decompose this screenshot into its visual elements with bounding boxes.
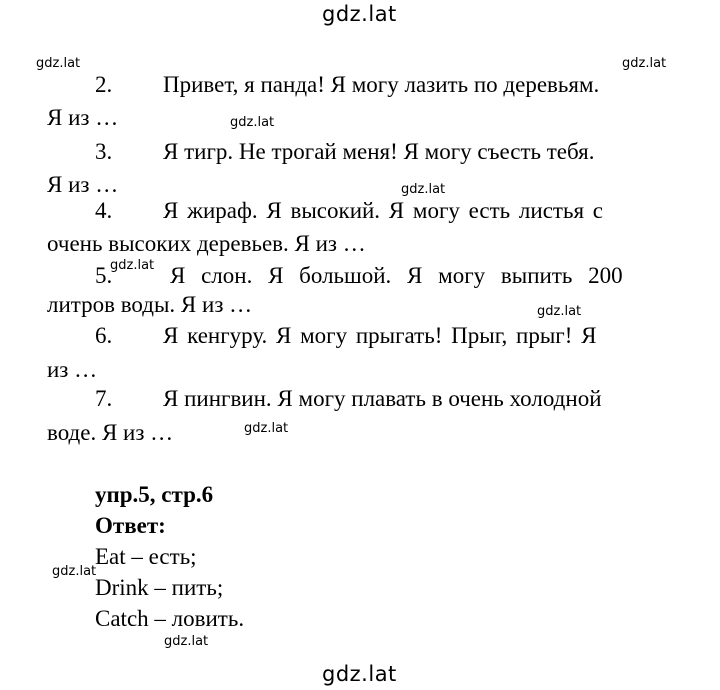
item-text: очень высоких деревьев. Я из … [47, 231, 366, 256]
exercise-heading: упр.5, стр.6 [95, 482, 214, 507]
watermark: gdz.lat [164, 634, 209, 649]
item-text: Я из … [47, 105, 119, 130]
item-text: Я пингвин. Я могу плавать в очень холодной [163, 386, 602, 411]
item-number: 3. [95, 139, 113, 164]
item-number: 7. [95, 386, 113, 411]
item-text: Я жираф. Я высокий. Я могу есть листья с [163, 198, 603, 223]
watermark: gdz.lat [36, 56, 81, 71]
item-text: Я тигр. Не трогай меня! Я могу съесть тебя. [163, 139, 595, 164]
item-text: воде. Я из … [47, 420, 174, 445]
answer-line: Catch – ловить. [95, 606, 245, 631]
item-text: из … [47, 357, 98, 382]
item-text: Привет, я панда! Я могу лазить по деревьям. [163, 72, 600, 97]
item-text: Я слон. Я большой. Я могу выпить 200 [170, 263, 623, 288]
answer-label: Ответ: [95, 513, 166, 538]
watermark-bottom: gdz.lat [322, 662, 397, 686]
item-text: Я кенгуру. Я могу прыгать! Прыг, прыг! Я [163, 323, 597, 348]
item-number: 5. [95, 263, 113, 288]
watermark: gdz.lat [622, 56, 667, 71]
item-text: Я из … [47, 172, 119, 197]
item-number: 4. [95, 198, 113, 223]
watermark: gdz.lat [244, 421, 289, 436]
watermark-top: gdz.lat [322, 2, 397, 26]
item-text: литров воды. Я из … [47, 292, 253, 317]
watermark: gdz.lat [110, 258, 155, 273]
answer-line: Drink – пить; [95, 575, 224, 600]
watermark: gdz.lat [52, 564, 97, 579]
item-number: 2. [95, 72, 113, 97]
watermark: gdz.lat [537, 304, 582, 319]
watermark: gdz.lat [230, 115, 275, 130]
watermark: gdz.lat [401, 182, 446, 197]
answer-line: Eat – есть; [95, 544, 197, 569]
item-number: 6. [95, 323, 113, 348]
